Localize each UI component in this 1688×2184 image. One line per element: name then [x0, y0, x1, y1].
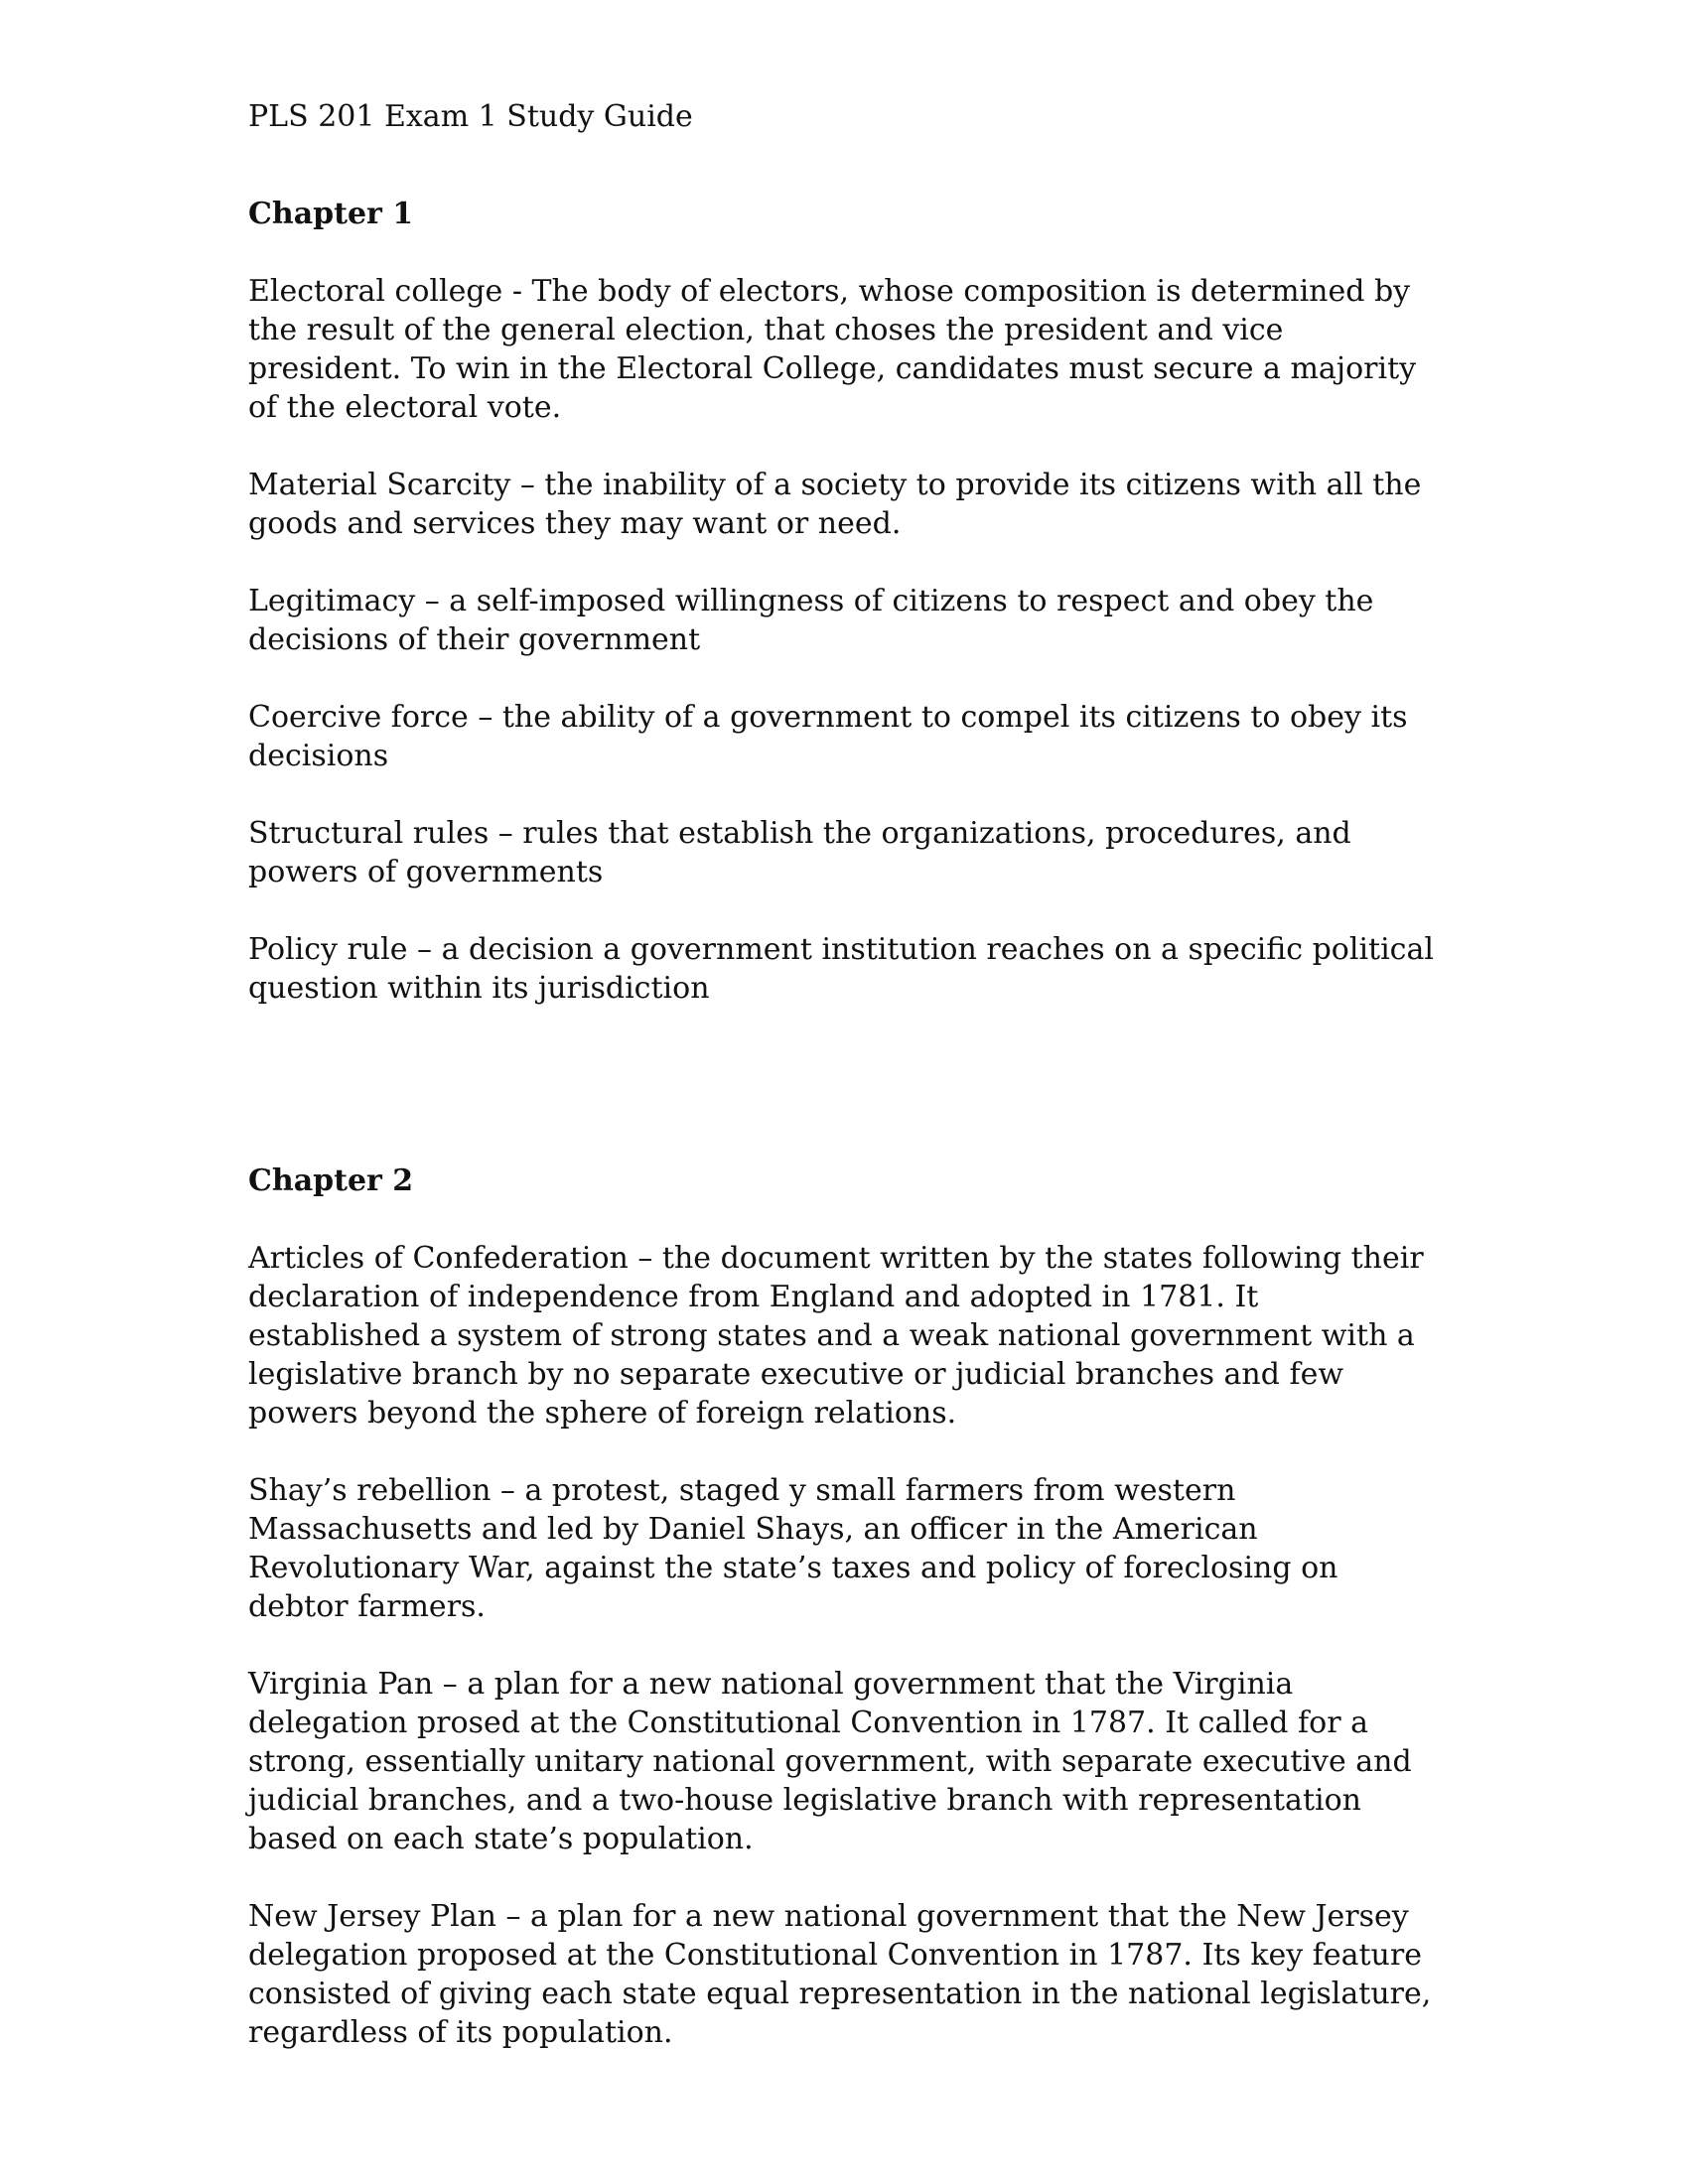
term-coercive-force: Coercive force – the ability of a government to compel its citizens to obey its decisions [248, 700, 1408, 773]
term-material-scarcity: Material Scarcity – the inability of a society to provide its citizens with all the goods and services they may want or need. [248, 468, 1422, 541]
term-virginia-plan: Virginia Pan – a plan for a new national government that the Virginia delegation prosed at the Constitutional Convention in 1787. It called for a strong, essentially unitary national government, with separate executive and judicial branches, and a two-house legislative branch with representation based on each state’s population. [248, 1667, 1412, 1856]
chapter-2-heading: Chapter 2 [248, 1163, 414, 1198]
term-policy-rule: Policy rule – a decision a government institution reaches on a specific political question within its jurisdiction [248, 932, 1434, 1006]
term-articles-of-confederation: Articles of Confederation – the document written by the states following their declaration of independence from England and adopted in 1781. It established a system of strong states and a weak national government with a legislative branch by no separate executive or judicial branches and few powers beyond the sphere of foreign relations. [248, 1241, 1424, 1431]
term-electoral-college: Electoral college - The body of electors, whose composition is determined by the result of the general election, that choses the president and vice president. To win in the Electoral College, candidates must secure a majority of the electoral vote. [248, 274, 1417, 425]
chapter-1-heading: Chapter 1 [248, 197, 414, 231]
term-shays-rebellion: Shay’s rebellion – a protest, staged y small farmers from western Massachusetts and led by Daniel Shays, an officer in the American Revolutionary War, against the state’s taxes and policy of foreclosing on debtor farmers. [248, 1473, 1338, 1624]
document-page [248, 97, 1440, 2091]
term-structural-rules: Structural rules – rules that establish the organizations, procedures, and powers of governments [248, 816, 1351, 889]
chapter-2-section [248, 1161, 1440, 2052]
chapter-spacer [248, 1046, 1440, 1161]
term-new-jersey-plan: New Jersey Plan – a plan for a new national government that the New Jersey delegation proposed at the Constitutional Convention in 1787. Its key feature consisted of giving each state equal representation in the national legislature, regardless of its population. [248, 1899, 1432, 2050]
term-legitimacy: Legitimacy – a self-imposed willingness of citizens to respect and obey the decisions of their government [248, 584, 1374, 657]
document-title: PLS 201 Exam 1 Study Guide [248, 99, 693, 134]
chapter-1-section [248, 195, 1440, 1008]
